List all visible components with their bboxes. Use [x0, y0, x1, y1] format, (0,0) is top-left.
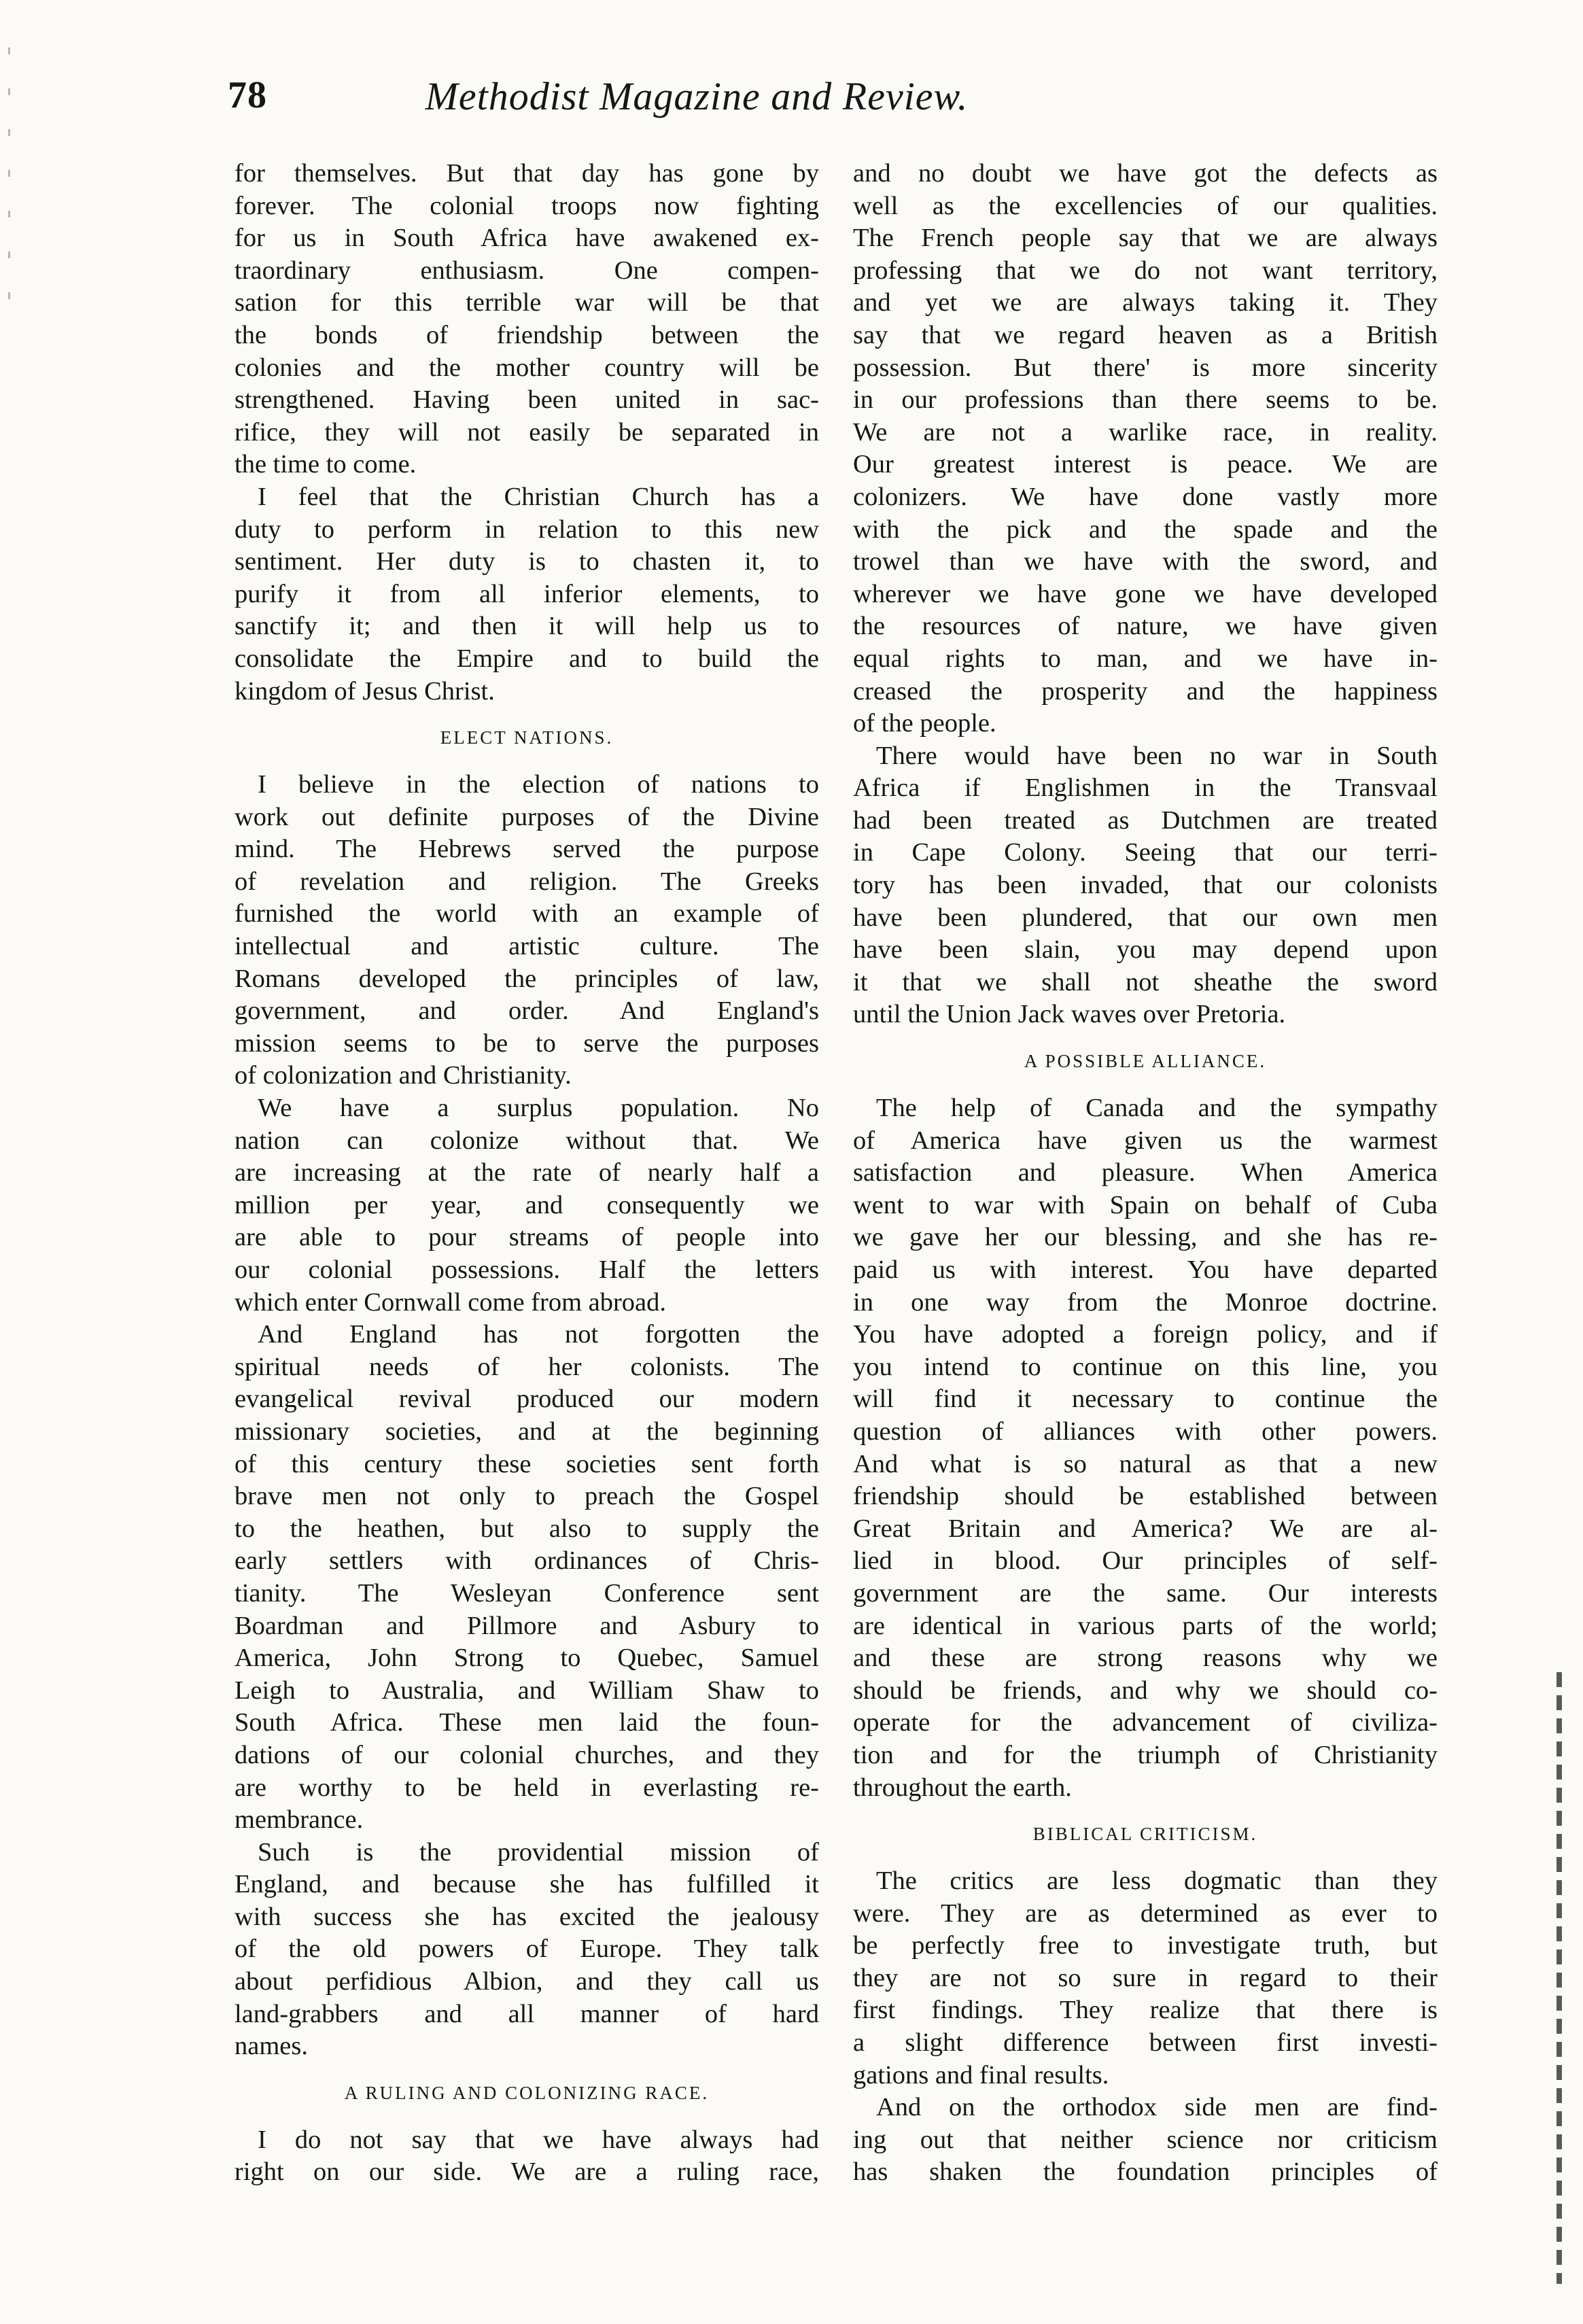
text-line: first findings. They realize that there is: [853, 1996, 1438, 2025]
text-line: a slight difference between first investi-: [853, 2028, 1438, 2058]
text-line: they are not so sure in regard to their: [853, 1963, 1438, 1992]
text-line: are able to pour streams of people into: [234, 1223, 819, 1252]
text-line: evangelical revival produced our modern: [234, 1385, 819, 1414]
text-line: Great Britain and America? We are al-: [853, 1514, 1438, 1543]
paragraph: [234, 481, 819, 708]
text-line: went to war with Spain on behalf of Cuba: [853, 1190, 1438, 1219]
text-line: I feel that the Christian Church has a: [258, 482, 819, 511]
text-line: of the people.: [853, 709, 996, 738]
text-line: and no doubt we have got the defects as: [853, 159, 1438, 188]
text-line: government are the same. Our interests: [853, 1578, 1438, 1608]
text-line: the bonds of friendship between the: [234, 320, 819, 349]
text-line: with success she has excited the jealousy: [234, 1902, 819, 1931]
text-line: trowel than we have with the sword, and: [853, 547, 1438, 576]
page-header: [228, 73, 1166, 135]
text-line: lied in blood. Our principles of self-: [853, 1546, 1438, 1576]
text-line: equal rights to man, and we have in-: [853, 644, 1438, 673]
text-line: Such is the providential mission of: [258, 1837, 819, 1867]
section-heading: A POSSIBLE ALLIANCE.: [1024, 1051, 1267, 1072]
text-line: will find it necessary to continue the: [853, 1385, 1438, 1414]
right-column: [853, 158, 1438, 2231]
text-line: and yet we are always taking it. They: [853, 288, 1438, 317]
text-line: And England has not forgotten the: [258, 1320, 819, 1349]
text-line: Boardman and Pillmore and Asbury to: [234, 1611, 819, 1640]
text-line: colonizers. We have done vastly more: [853, 482, 1438, 511]
text-line: purify it from all inferior elements, to: [234, 579, 819, 608]
text-line: government, and order. And England's: [234, 996, 819, 1026]
text-line: with the pick and the spade and the: [853, 515, 1438, 544]
scan-edge-mark: [8, 48, 10, 306]
text-line: gations and final results.: [853, 2060, 1109, 2089]
paragraph: [234, 2124, 819, 2189]
text-line: tion and for the triumph of Christianity: [853, 1740, 1438, 1769]
text-line: colonies and the mother country will be: [234, 353, 819, 382]
text-line: brave men not only to preach the Gospel: [234, 1482, 819, 1511]
text-line: of America have given us the warmest: [853, 1126, 1438, 1155]
left-column: [234, 158, 819, 2231]
text-line: in Cape Colony. Seeing that our terri-: [853, 838, 1438, 867]
paragraph: [234, 1092, 819, 1319]
paragraph: [853, 1092, 1438, 1804]
text-line: in our professions than there seems to be.: [853, 385, 1438, 415]
text-line: tianity. The Wesleyan Conference sent: [234, 1578, 819, 1608]
text-line: question of alliances with other powers.: [853, 1417, 1438, 1446]
paragraph: [853, 158, 1438, 740]
text-line: missionary societies, and at the beginning: [234, 1417, 819, 1446]
text-line: Romans developed the principles of law,: [234, 964, 819, 993]
text-line: early settlers with ordinances of Chris-: [234, 1546, 819, 1576]
text-line: of revelation and religion. The Greeks: [234, 867, 819, 896]
text-line: England, and because she has fulfilled it: [234, 1870, 819, 1899]
text-line: friendship should be established between: [853, 1482, 1438, 1511]
text-line: in one way from the Monroe doctrine.: [853, 1287, 1438, 1317]
text-line: are identical in various parts of the world;: [853, 1611, 1438, 1640]
text-line: strengthened. Having been united in sac-: [234, 385, 819, 415]
page-number: 78: [228, 74, 267, 116]
text-line: of colonization and Christianity.: [234, 1061, 572, 1090]
text-line: I believe in the election of nations to: [258, 770, 819, 799]
text-line: America, John Strong to Quebec, Samuel: [234, 1644, 819, 1673]
text-line: the time to come.: [234, 450, 417, 479]
paragraph: [853, 740, 1438, 1031]
text-line: mind. The Hebrews served the purpose: [234, 835, 819, 864]
text-line: work out definite purposes of the Divine: [234, 802, 819, 831]
text-line: South Africa. These men laid the foun-: [234, 1708, 819, 1737]
running-title: Methodist Magazine and Review.: [425, 74, 969, 118]
text-line: are increasing at the rate of nearly half a: [234, 1158, 819, 1187]
section-heading: BIBLICAL CRITICISM.: [1032, 1824, 1258, 1845]
text-line: tory has been invaded, that our colonists: [853, 871, 1438, 900]
text-line: paid us with interest. You have departed: [853, 1255, 1438, 1284]
text-line: And what is so natural as that a new: [853, 1449, 1438, 1478]
text-line: consolidate the Empire and to build the: [234, 644, 819, 673]
text-line: million per year, and consequently we: [234, 1190, 819, 1219]
text-line: You have adopted a foreign policy, and if: [853, 1320, 1438, 1349]
text-line: dations of our colonial churches, and they: [234, 1740, 819, 1769]
paragraph: [234, 1319, 819, 1837]
text-line: Our greatest interest is peace. We are: [853, 450, 1438, 479]
text-line: I do not say that we have always had: [258, 2125, 819, 2154]
text-line: have been plundered, that our own men: [853, 903, 1438, 932]
text-line: well as the excellencies of our qualities.: [853, 191, 1438, 220]
text-line: There would have been no war in South: [876, 741, 1438, 770]
text-line: throughout the earth.: [853, 1773, 1072, 1802]
text-line: had been treated as Dutchmen are treated: [853, 805, 1438, 835]
paragraph: [853, 1865, 1438, 2092]
text-line: spiritual needs of her colonists. The: [234, 1352, 819, 1381]
text-line: until the Union Jack waves over Pretoria.: [853, 1000, 1286, 1029]
text-line: ing out that neither science nor criticism: [853, 2125, 1438, 2154]
paragraph: [234, 1837, 819, 2063]
text-line: has shaken the foundation principles of: [853, 2157, 1438, 2187]
text-line: The help of Canada and the sympathy: [876, 1094, 1438, 1123]
scan-binding-edge: [1556, 1672, 1562, 2284]
text-line: the resources of nature, we have given: [853, 612, 1438, 641]
text-line: be perfectly free to investigate truth, but: [853, 1931, 1438, 1960]
text-line: The critics are less dogmatic than they: [876, 1867, 1438, 1896]
text-line: right on our side. We are a ruling race,: [234, 2157, 819, 2187]
text-line: were. They are as determined as ever to: [853, 1898, 1438, 1928]
text-line: which enter Cornwall come from abroad.: [234, 1287, 667, 1317]
text-line: The French people say that we are always: [853, 224, 1438, 253]
text-line: furnished the world with an example of: [234, 899, 819, 929]
text-line: sentiment. Her duty is to chasten it, to: [234, 547, 819, 576]
text-line: say that we regard heaven as a British: [853, 320, 1438, 349]
paragraph: [853, 2092, 1438, 2189]
paragraph: [234, 769, 819, 1092]
text-line: kingdom of Jesus Christ.: [234, 676, 495, 706]
text-line: sanctify it; and then it will help us to: [234, 612, 819, 641]
text-line: it that we shall not sheathe the sword: [853, 967, 1438, 996]
text-line: land-grabbers and all manner of hard: [234, 1999, 819, 2028]
text-line: mission seems to be to serve the purposes: [234, 1028, 819, 1058]
text-line: names.: [234, 2032, 308, 2061]
section-heading: A RULING AND COLONIZING RACE.: [344, 2082, 710, 2103]
text-line: rifice, they will not easily be separated in: [234, 417, 819, 447]
text-line: operate for the advancement of civiliza-: [853, 1708, 1438, 1737]
text-line: traordinary enthusiasm. One compen-: [234, 256, 819, 285]
text-line: we gave her our blessing, and she has re-: [853, 1223, 1438, 1252]
text-line: satisfaction and pleasure. When America: [853, 1158, 1438, 1187]
text-line: professing that we do not want territory,: [853, 256, 1438, 285]
text-line: you intend to continue on this line, you: [853, 1352, 1438, 1381]
text-line: We have a surplus population. No: [258, 1094, 819, 1123]
text-line: for us in South Africa have awakened ex-: [234, 224, 819, 253]
text-line: nation can colonize without that. We: [234, 1126, 819, 1155]
text-line: of the old powers of Europe. They talk: [234, 1935, 819, 1964]
text-line: forever. The colonial troops now fighting: [234, 191, 819, 220]
text-line: duty to perform in relation to this new: [234, 515, 819, 544]
text-line: should be friends, and why we should co-: [853, 1676, 1438, 1705]
text-line: for themselves. But that day has gone by: [234, 159, 819, 188]
section-heading: ELECT NATIONS.: [440, 727, 614, 748]
paragraph: [234, 158, 819, 481]
text-line: are worthy to be held in everlasting re-: [234, 1773, 819, 1802]
text-line: have been slain, you may depend upon: [853, 935, 1438, 965]
text-line: and these are strong reasons why we: [853, 1644, 1438, 1673]
text-line: possession. But there' is more sincerity: [853, 353, 1438, 382]
text-line: Leigh to Australia, and William Shaw to: [234, 1676, 819, 1705]
text-line: about perfidious Albion, and they call us: [234, 1967, 819, 1996]
text-line: intellectual and artistic culture. The: [234, 932, 819, 961]
text-line: to the heathen, but also to supply the: [234, 1514, 819, 1543]
text-line: of this century these societies sent forth: [234, 1449, 819, 1478]
text-line: our colonial possessions. Half the letters: [234, 1255, 819, 1284]
text-line: Africa if Englishmen in the Transvaal: [853, 774, 1438, 803]
text-line: sation for this terrible war will be that: [234, 288, 819, 317]
text-line: And on the orthodox side men are find-: [876, 2093, 1438, 2122]
text-line: We are not a warlike race, in reality.: [853, 417, 1438, 447]
text-line: creased the prosperity and the happiness: [853, 676, 1438, 706]
text-line: wherever we have gone we have developed: [853, 579, 1438, 608]
text-line: membrance.: [234, 1805, 364, 1835]
